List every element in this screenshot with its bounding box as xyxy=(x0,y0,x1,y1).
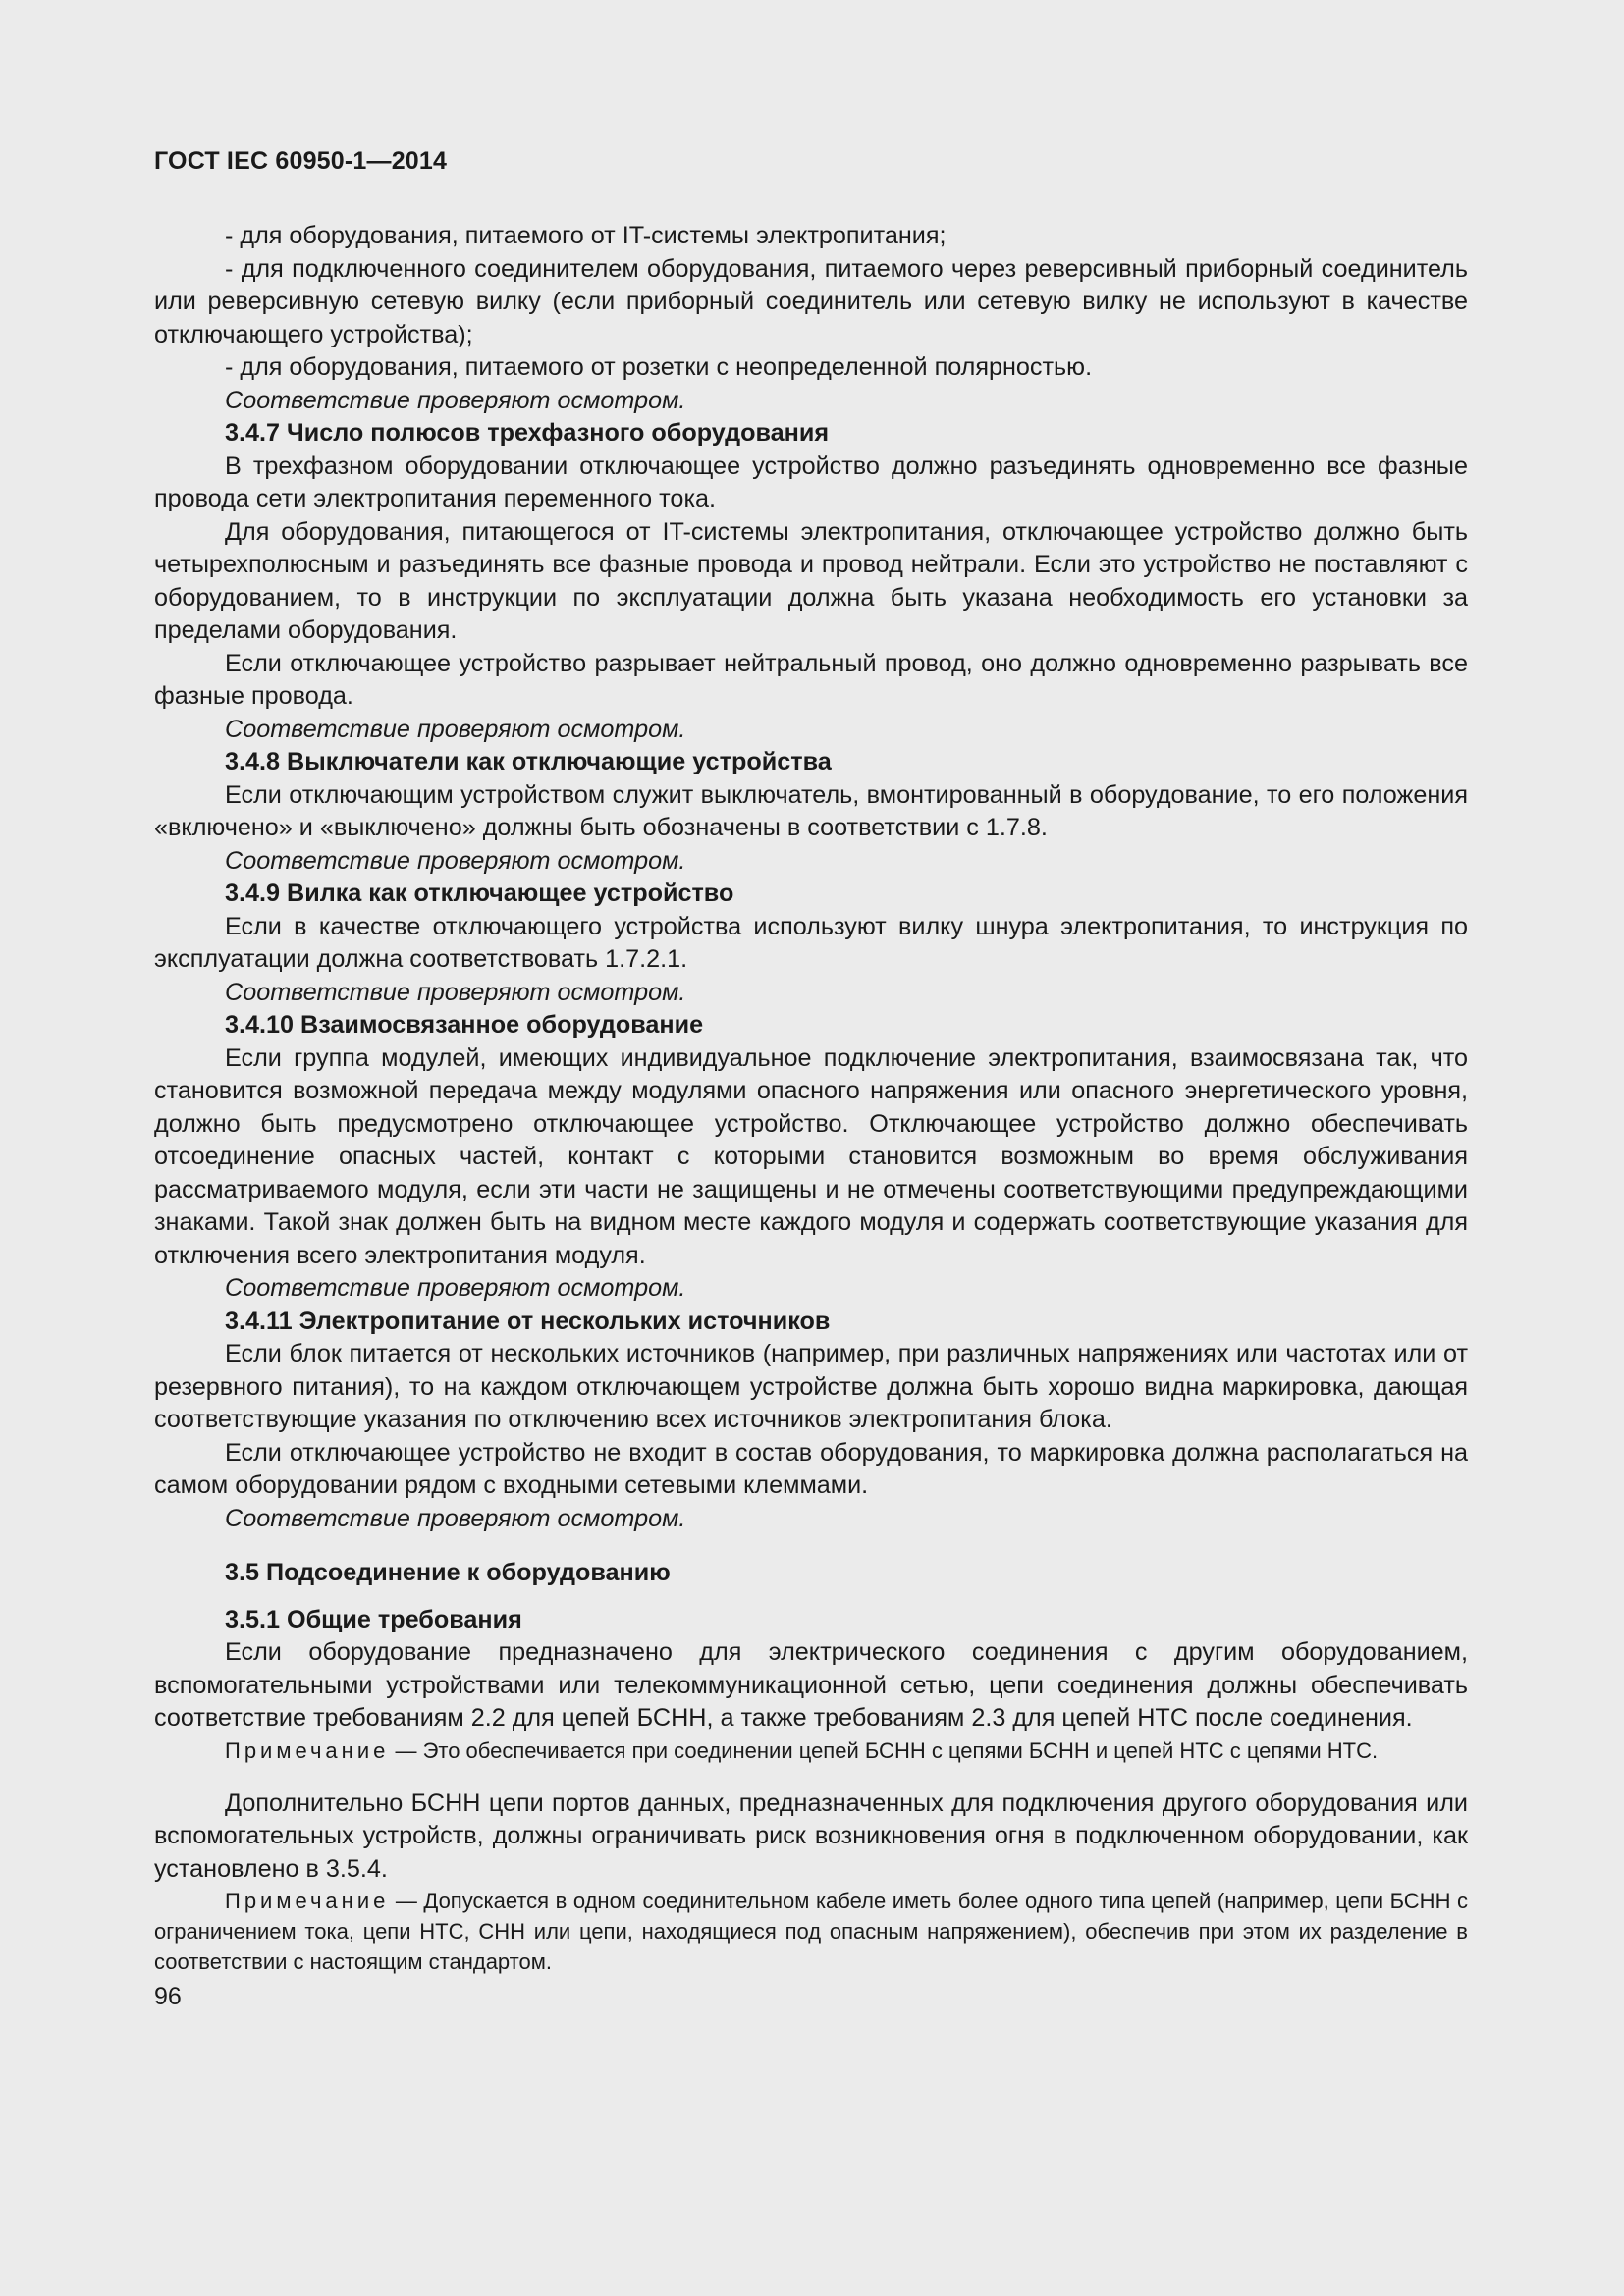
note-2-text: — Допускается в одном соединительном кабеле иметь более одного типа цепей (например, цепи БСНН с ограничением тока, цепи НТС, СНН или цепи, находящиеся под опасным напряжением), обеспечив при этом их разделение в соответствии с настоящим стандартом. xyxy=(154,1889,1468,1974)
document-header: ГОСТ IEC 60950-1—2014 xyxy=(154,147,448,175)
compliance-note: Соответствие проверяют осмотром. xyxy=(225,1504,686,1532)
body-paragraph: Для оборудования, питающегося от IT-системы электропитания, отключающее устройство должно быть четырехполюсным и разъединять все фазные провода и провод нейтрали. Если это устройство не поставляют с оборудованием, то в инструкции по эксплуатации должна быть указана необходимость его установки за пределами оборудования. xyxy=(154,517,1468,644)
body-paragraph: - для оборудования, питаемого от IT-системы электропитания; xyxy=(225,222,947,249)
compliance-note: Соответствие проверяют осмотром. xyxy=(225,978,686,1006)
body-paragraph: Если в качестве отключающего устройства используют вилку шнура электропитания, то инструкция по эксплуатации должна соответствовать 1.7.2.1. xyxy=(154,912,1468,973)
compliance-note: Соответствие проверяют осмотром. xyxy=(225,1274,686,1302)
body-paragraph: Если отключающее устройство не входит в состав оборудования, то маркировка должна располагаться на самом оборудовании рядом с входными сетевыми клеммами. xyxy=(154,1438,1468,1499)
body-paragraph: Если блок питается от нескольких источников (например, при различных напряжениях или частотах или от резервного питания), то на каждом отключающем устройстве должна быть хорошо видна маркировка, дающая соответствующие указания по отключению всех источников электропитания блока. xyxy=(154,1340,1468,1433)
compliance-note: Соответствие проверяют осмотром. xyxy=(225,846,686,875)
body-paragraphs xyxy=(154,220,1468,1535)
body-paragraph: - для оборудования, питаемого от розетки с неопределенной полярностью. xyxy=(225,353,1093,381)
body-paragraph: Если отключающее устройство разрывает нейтральный провод, оно должно одновременно разрывать все фазные провода. xyxy=(154,649,1468,710)
compliance-note: Соответствие проверяют осмотром. xyxy=(225,715,686,743)
compliance-note: Соответствие проверяют осмотром. xyxy=(225,386,686,414)
note-1 xyxy=(154,1735,1468,1766)
section-3-5-title: 3.5 Подсоединение к оборудованию xyxy=(225,1559,671,1586)
section-heading: 3.4.9 Вилка как отключающее устройство xyxy=(225,880,734,907)
body-paragraph: - для подключенного соединителем оборудования, питаемого через реверсивный приборный соединитель или реверсивную сетевую вилку (если приборный соединитель или сетевую вилку не используют в качестве отключающего устройства); xyxy=(154,254,1468,348)
section-heading: 3.4.7 Число полюсов трехфазного оборудования xyxy=(225,419,830,447)
section-3-5-1-para1: Если оборудование предназначено для электрического соединения с другим оборудованием, вспомогательными устройствами или телекоммуникационной сетью, цепи соединения должны обеспечивать соответствие требованиям 2.2 для цепей БСНН, а также требованиям 2.3 для цепей НТС после соединения. xyxy=(154,1638,1468,1732)
section-heading: 3.4.8 Выключатели как отключающие устройства xyxy=(225,748,832,775)
section-heading: 3.4.11 Электропитание от нескольких источников xyxy=(225,1307,831,1335)
page-number: 96 xyxy=(154,1983,182,2010)
note-1-text: — Это обеспечивается при соединении цепей БСНН с цепями БСНН и цепей НТС с цепями НТС. xyxy=(389,1737,1379,1763)
note-2 xyxy=(154,1886,1468,1977)
body-paragraph: Если группа модулей, имеющих индивидуальное подключение электропитания, взаимосвязана так, что становится возможной передача между модулями опасного напряжения или опасного энергетического уровня, должно быть предусмотрено отключающее устройство. Отключающее устройство должно обеспечивать отсоединение опасных частей, контакт с которыми становится возможным во время обслуживания рассматриваемого модуля, если эти части не защищены и не отмечены соответствующими предупреждающими знаками. Такой знак должен быть на видном месте каждого модуля и содержать соответствующие указания для отключения всего электропитания модуля. xyxy=(154,1043,1468,1269)
document-page xyxy=(154,147,1468,2011)
section-heading: 3.4.10 Взаимосвязанное оборудование xyxy=(225,1011,704,1039)
body-paragraph: В трехфазном оборудовании отключающее устройство должно разъединять одновременно все фазные провода сети электропитания переменного тока. xyxy=(154,452,1468,512)
body-paragraph: Если отключающим устройством служит выключатель, вмонтированный в оборудование, то его положения «включено» и «выключено» должны быть обозначены в соответствии с 1.7.8. xyxy=(154,780,1468,841)
section-3-5-1-title: 3.5.1 Общие требования xyxy=(225,1605,522,1633)
note-2-label: Примечание xyxy=(225,1889,390,1913)
note-1-label: Примечание xyxy=(225,1737,390,1763)
section-3-5-1-para2: Дополнительно БСНН цепи портов данных, предназначенных для подключения другого оборудования или вспомогательных устройств, должны ограничивать риск возникновения огня в подключенном оборудовании, как установлено в 3.5.4. xyxy=(154,1789,1468,1883)
